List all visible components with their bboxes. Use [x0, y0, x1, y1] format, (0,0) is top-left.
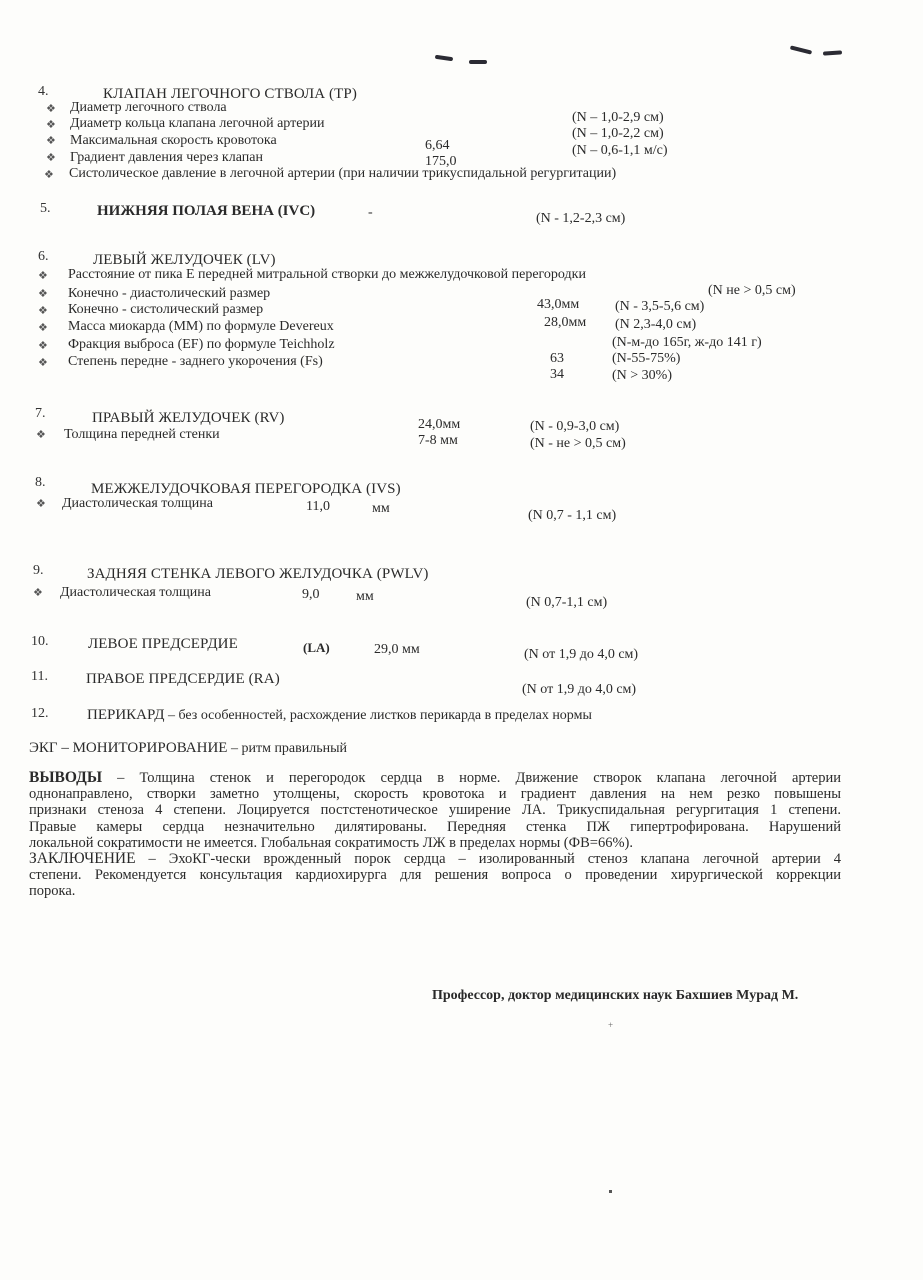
item-unit: мм: [356, 589, 374, 604]
bullet-icon: ❖: [38, 357, 48, 369]
bullet-icon: ❖: [46, 119, 56, 131]
item-label: Конечно - диастолический размер: [68, 286, 271, 301]
section-title-lv: ЛЕВЫЙ ЖЕЛУДОЧЕК (LV): [93, 252, 276, 268]
bullet-icon: ❖: [36, 429, 46, 441]
section-value: -: [368, 205, 373, 220]
section-title-pericardium: ПЕРИКАРД: [87, 707, 165, 723]
item-value: 43,0мм: [537, 297, 580, 312]
final-line: ЗАКЛЮЧЕНИЕ – ЭхоКГ-чески врожденный порок сердца – изолированный стеноз клапана легочной артерии 4: [29, 849, 841, 867]
item-norm: (N - не > 0,5 см): [530, 436, 626, 451]
speck: +: [608, 1020, 614, 1030]
item-label: Диаметр кольца клапана легочной артерии: [70, 116, 325, 131]
section-value: 24,0мм: [418, 417, 461, 432]
item-value: 28,0мм: [544, 315, 587, 330]
bullet-icon: ❖: [38, 288, 48, 300]
speck: [609, 1190, 612, 1193]
item-norm: (N – 1,0-2,2 см): [572, 126, 664, 141]
pen-mark: [469, 60, 487, 64]
item-label: Систолическое давление в легочной артерии (при наличии трикуспидальной регургитации): [69, 166, 617, 181]
item-label: Масса миокарда (ММ) по формуле Devereux: [68, 319, 334, 334]
section-norm: (N - 0,9-3,0 см): [530, 419, 620, 434]
bullet-icon: ❖: [38, 340, 48, 352]
item-value: 175,0: [425, 154, 457, 169]
bullet-icon: ❖: [46, 152, 56, 164]
conclusions-line: локальной сократимости не имеется. Глобальная сократимость ЛЖ в пределах нормы (ФВ=66%).: [29, 834, 633, 851]
bullet-icon: ❖: [44, 169, 54, 181]
conclusions-line: однонаправлено, створки заметно утолщены, скорость кровотока и градиент давления на нем резко повышены: [29, 786, 841, 803]
section-value: 29,0 мм: [374, 642, 420, 657]
bullet-icon: ❖: [36, 498, 46, 510]
item-label: Конечно - систолический размер: [68, 302, 264, 317]
section-number: 4.: [38, 84, 49, 99]
item-label: Диастолическая толщина: [60, 585, 211, 600]
item-value: 7-8 мм: [418, 433, 458, 448]
section-number: 11.: [31, 669, 48, 684]
section-number: 7.: [35, 406, 46, 421]
item-label: Диастолическая толщина: [62, 496, 213, 511]
bullet-icon: ❖: [38, 270, 48, 282]
section-title-ivs: МЕЖЖЕЛУДОЧКОВАЯ ПЕРЕГОРОДКА (IVS): [91, 481, 401, 497]
item-norm: (N - 3,5-5,6 см): [615, 299, 705, 314]
item-value: 63: [550, 351, 564, 366]
item-norm: (N 2,3-4,0 см): [615, 317, 697, 332]
item-norm: (N-55-75%): [612, 351, 681, 366]
item-value: 11,0: [306, 499, 330, 514]
pen-mark: [823, 50, 842, 55]
section-norm: (N от 1,9 до 4,0 см): [522, 682, 637, 697]
final-title: ЗАКЛЮЧЕНИЕ: [29, 849, 136, 867]
bullet-icon: ❖: [38, 305, 48, 317]
item-label: Толщина передней стенки: [64, 427, 220, 442]
item-norm: (N – 0,6-1,1 м/с): [572, 143, 668, 158]
conclusions-paragraph: [29, 770, 841, 900]
pen-mark: [790, 45, 812, 54]
bullet-icon: ❖: [46, 135, 56, 147]
item-label: Диаметр легочного ствола: [70, 100, 227, 115]
item-label: Степень передне - заднего укорочения (Fs): [68, 354, 323, 369]
item-unit: мм: [372, 501, 390, 516]
pericardium-text: – без особенностей, расхождение листков перикарда в пределах нормы: [164, 708, 592, 723]
section-number: 9.: [33, 563, 44, 578]
section-title-tp: КЛАПАН ЛЕГОЧНОГО СТВОЛА (ТР): [103, 86, 357, 102]
final-line: порока.: [29, 883, 76, 900]
section-title-rv: ПРАВЫЙ ЖЕЛУДОЧЕК (RV): [92, 410, 285, 426]
bullet-icon: ❖: [46, 103, 56, 115]
item-label: Градиент давления через клапан: [70, 150, 263, 165]
section-title-la: ЛЕВОЕ ПРЕДСЕРДИЕ: [88, 636, 238, 652]
section-abbr: (LA): [303, 640, 330, 655]
item-label: Фракция выброса (EF) по формуле Teichholz: [68, 337, 335, 352]
conclusions-line: ВЫВОДЫ – Толщина стенок и перегородок сердца в норме. Движение створок клапана легочной артерии: [29, 769, 841, 786]
signature: Профессор, доктор медицинских наук Бахшиев Мурад М.: [432, 988, 799, 1003]
ecg-text: – ритм правильный: [227, 741, 348, 756]
final-line: степени. Рекомендуется консультация кардиохирурга для решения вопроса о проведении хирургической коррекции: [29, 867, 841, 884]
bullet-icon: ❖: [33, 587, 43, 599]
section-number: 5.: [40, 201, 51, 216]
section-norm: (N от 1,9 до 4,0 см): [524, 647, 639, 662]
section-title-ra: ПРАВОЕ ПРЕДСЕРДИЕ (RA): [86, 671, 280, 687]
item-norm: (N 0,7-1,1 см): [526, 595, 608, 610]
section-title-pwlv: ЗАДНЯЯ СТЕНКА ЛЕВОГО ЖЕЛУДОЧКА (PWLV): [87, 566, 429, 582]
item-norm: (N не > 0,5 см): [708, 283, 796, 298]
pen-mark: [435, 55, 453, 61]
section-number: 6.: [38, 249, 49, 264]
item-label: Максимальная скорость кровотока: [70, 133, 277, 148]
item-norm: (N > 30%): [612, 368, 672, 383]
section-title-ivc: НИЖНЯЯ ПОЛАЯ ВЕНА (IVC): [97, 203, 316, 219]
item-value: 6,64: [425, 138, 450, 153]
item-label: Расстояние от пика Е передней митральной створки до межжелудочковой перегородки: [68, 267, 586, 282]
pericardium-line: [87, 707, 592, 724]
section-norm: (N - 1,2-2,3 см): [536, 211, 626, 226]
conclusions-title: ВЫВОДЫ: [29, 769, 103, 786]
conclusions-line: Правые камеры сердца незначительно дилятированы. Передняя стенка ПЖ гипертрофирована. Нарушений: [29, 818, 841, 835]
item-norm: (N-м-до 165г, ж-до 141 г): [612, 335, 762, 350]
item-norm: (N – 1,0-2,9 см): [572, 110, 664, 125]
section-number: 12.: [31, 706, 49, 721]
section-number: 10.: [31, 634, 49, 649]
ecg-line: [29, 740, 347, 757]
ecg-title: ЭКГ – МОНИТОРИРОВАНИЕ: [29, 740, 228, 756]
section-number: 8.: [35, 475, 46, 490]
bullet-icon: ❖: [38, 322, 48, 334]
item-norm: (N 0,7 - 1,1 см): [528, 508, 617, 523]
item-value: 9,0: [302, 587, 320, 602]
item-value: 34: [550, 367, 564, 382]
conclusions-line: признаки стеноза 4 степени. Лоцируется постстенотическое уширение ЛА. Трикуспидальная регургитация 1 степени.: [29, 802, 841, 819]
